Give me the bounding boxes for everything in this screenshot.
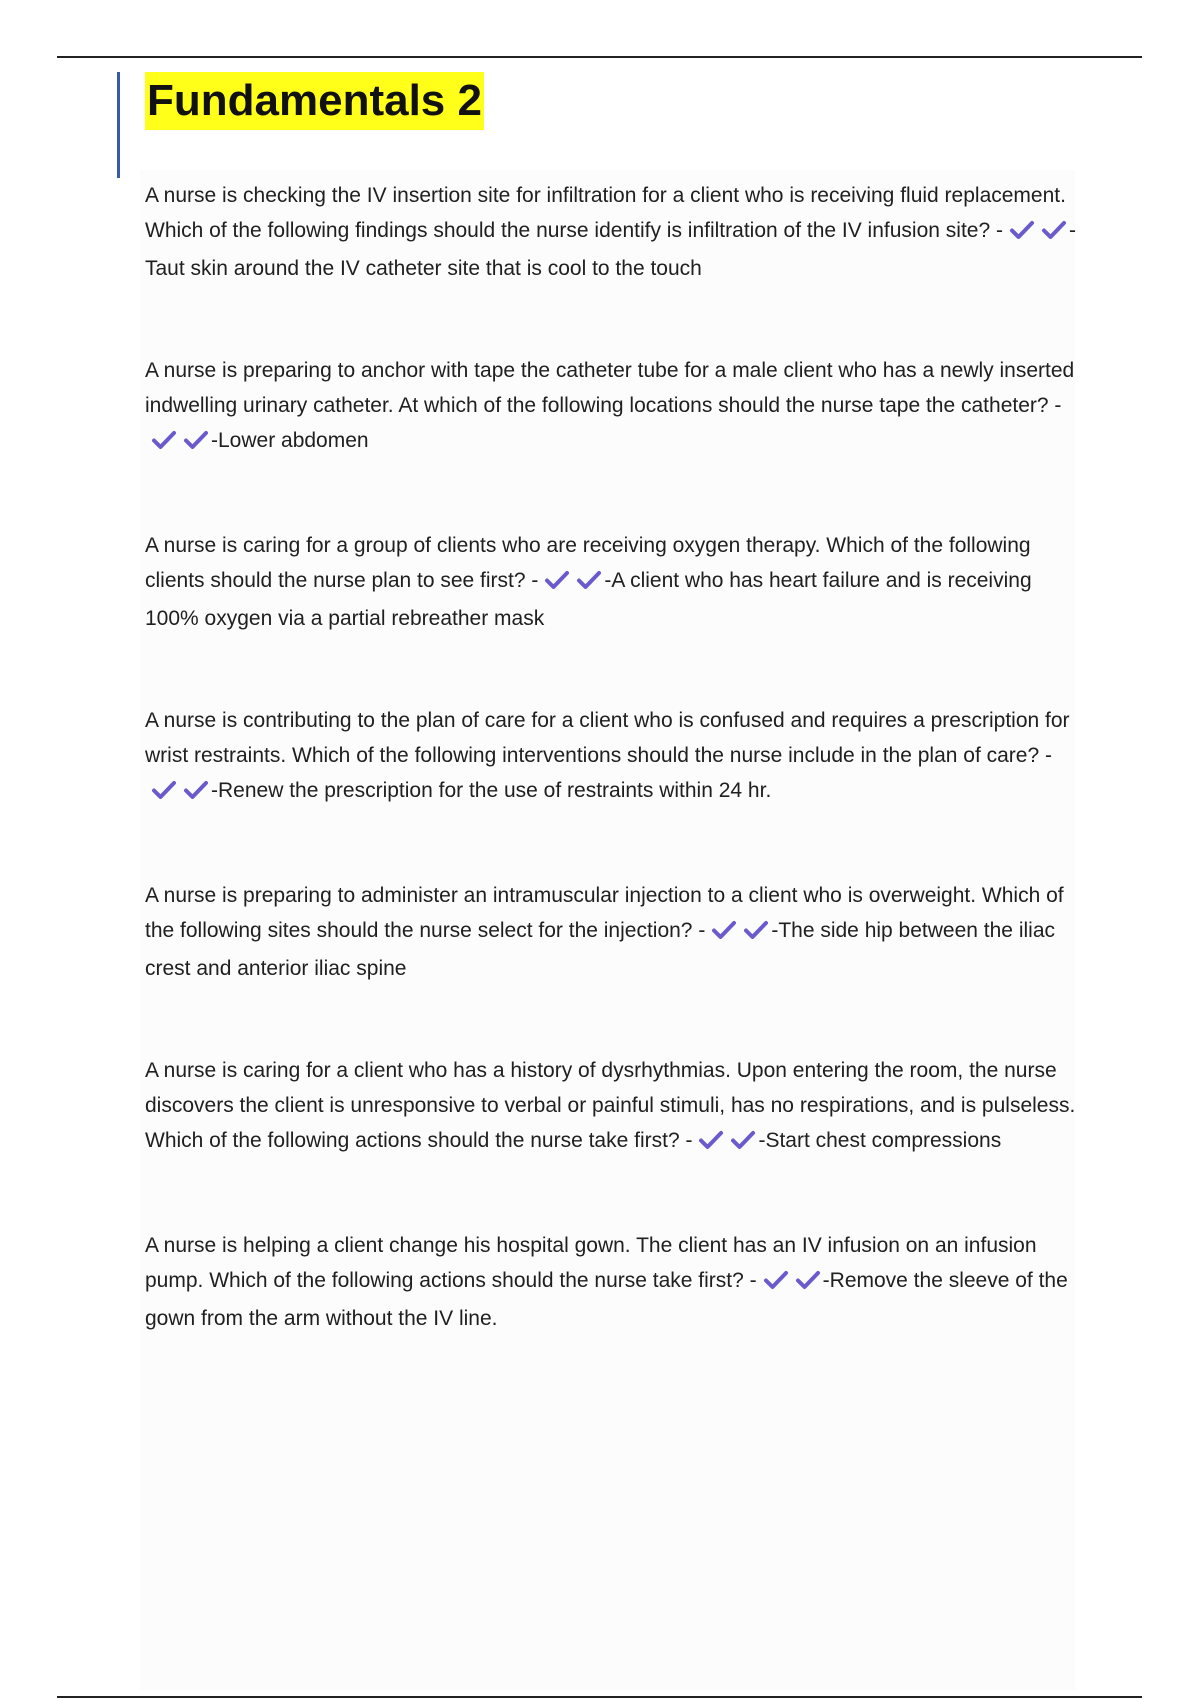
page-title: Fundamentals 2 <box>145 72 484 130</box>
qa-list <box>145 178 1090 1336</box>
question-text: A nurse is checking the IV insertion site for infiltration for a client who is receiving fluid replacement. Which of the following findings should the nurse identify is infiltration of the IV infusion site? - <box>145 184 1066 242</box>
top-rule <box>57 56 1142 58</box>
question-text: A nurse is contributing to the plan of care for a client who is confused and requires a prescription for wrist restraints. Which of the following interventions should the nurse include in the plan of care? - <box>145 709 1070 767</box>
answer-text: -Start chest compressions <box>758 1129 1002 1152</box>
check-icon <box>544 570 570 590</box>
bottom-rule <box>57 1696 1142 1698</box>
answer-text: -Renew the prescription for the use of restraints within 24 hr. <box>211 779 772 802</box>
answer-check-marks <box>544 566 602 601</box>
qa-item <box>145 178 1090 286</box>
answer-check-marks <box>763 1266 821 1301</box>
qa-item <box>145 878 1090 986</box>
check-icon <box>183 780 209 800</box>
check-icon <box>743 920 769 940</box>
qa-item <box>145 528 1090 636</box>
answer-check-marks <box>1009 216 1067 251</box>
qa-item <box>145 1228 1090 1336</box>
answer-text: -Taut skin around the IV catheter site that is cool to the touch <box>145 219 1076 280</box>
check-icon <box>698 1130 724 1150</box>
answer-text: -Lower abdomen <box>211 429 369 452</box>
qa-item <box>145 353 1090 461</box>
qa-item <box>145 703 1090 811</box>
answer-text: -The side hip between the iliac crest and anterior iliac spine <box>145 919 1055 980</box>
check-icon <box>795 1270 821 1290</box>
check-icon <box>730 1130 756 1150</box>
question-text: A nurse is caring for a client who has a history of dysrhythmias. Upon entering the room, the nurse discovers the client is unresponsive to verbal or painful stimuli, has no respirations, and is pulseless. Which of the following actions should the nurse take first? - <box>145 1059 1076 1152</box>
check-icon <box>711 920 737 940</box>
check-icon <box>151 780 177 800</box>
question-text: A nurse is helping a client change his hospital gown. The client has an IV infusion on an infusion pump. Which of the following actions should the nurse take first? - <box>145 1234 1037 1292</box>
question-text: A nurse is preparing to administer an intramuscular injection to a client who is overweight. Which of the following sites should the nurse select for the injection? - <box>145 884 1064 942</box>
check-icon <box>763 1270 789 1290</box>
question-text: A nurse is preparing to anchor with tape the catheter tube for a male client who has a newly inserted indwelling urinary catheter. At which of the following locations should the nurse tape the catheter? - <box>145 359 1075 417</box>
check-icon <box>1009 220 1035 240</box>
answer-text: -Remove the sleeve of the gown from the arm without the IV line. <box>145 1269 1068 1330</box>
answer-check-marks <box>151 776 209 811</box>
check-icon <box>151 430 177 450</box>
check-icon <box>1041 220 1067 240</box>
answer-check-marks <box>711 916 769 951</box>
qa-item <box>145 1053 1090 1161</box>
answer-check-marks <box>151 426 209 461</box>
title-accent-bar <box>117 72 120 178</box>
question-text: A nurse is caring for a group of clients who are receiving oxygen therapy. Which of the following clients should the nurse plan to see first? - <box>145 534 1031 592</box>
answer-text: -A client who has heart failure and is receiving 100% oxygen via a partial rebreather mask <box>145 569 1032 630</box>
answer-check-marks <box>698 1126 756 1161</box>
check-icon <box>183 430 209 450</box>
check-icon <box>576 570 602 590</box>
